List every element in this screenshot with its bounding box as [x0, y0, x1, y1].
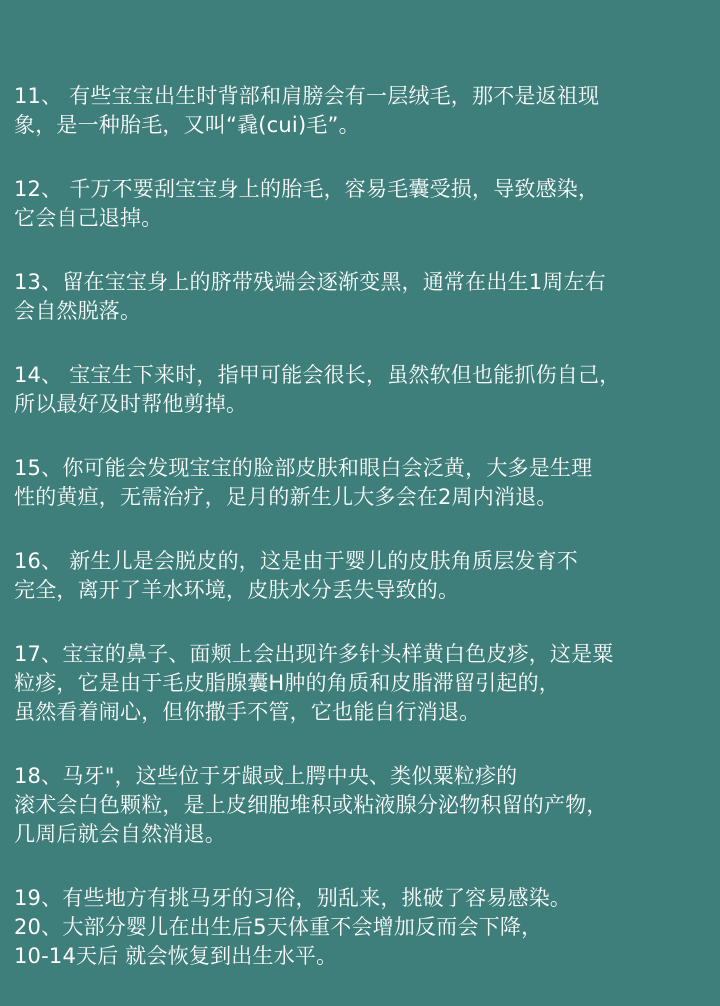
note-17-line-3: 虽然看着闹心，但你撒手不管，它也能自行消退。 [14, 700, 481, 724]
note-12 [14, 175, 714, 233]
note-20-line-2: 10-14天后 就会恢复到出生水平。 [14, 944, 338, 968]
note-13-line-2: 会自然脱落。 [14, 299, 142, 323]
note-15 [14, 454, 714, 512]
note-14 [14, 361, 714, 419]
note-17 [14, 640, 714, 727]
note-16-line-2: 完全，离开了羊水环境，皮肤水分丢失导致的。 [14, 578, 460, 602]
note-12-line-2: 它会自己退掉。 [14, 206, 163, 230]
note-11-line-2: 象，是一种胎毛，又叫“毳(cui)毛”。 [14, 113, 360, 137]
note-18-line-3: 几周后就会自然消退。 [14, 822, 226, 846]
note-11-line-1: 11、 有些宝宝出生时背部和肩膀会有一层绒毛，那不是返祖现 [14, 84, 600, 108]
note-18-line-1: 18、马牙"，这些位于牙龈或上腭中央、类似粟粒疹的 [14, 764, 518, 788]
note-14-line-2: 所以最好及时帮他剪掉。 [14, 392, 248, 416]
notes-list [14, 82, 714, 1006]
note-20 [14, 913, 714, 971]
note-20-line-1: 20、大部分婴儿在出生后5天体重不会增加反而会下降， [14, 915, 543, 939]
note-16-line-1: 16、 新生儿是会脱皮的，这是由于婴儿的皮肤角质层发育不 [14, 549, 578, 573]
note-18-line-2: 滚术会白色颗粒，是上皮细胞堆积或粘液腺分泌物积留的产物， [14, 793, 608, 817]
note-19-line-1: 19、有些地方有挑马牙的习俗，别乱来，挑破了容易感染。 [14, 886, 572, 910]
note-18 [14, 762, 714, 849]
note-16 [14, 547, 714, 605]
note-19 [14, 884, 714, 913]
note-13 [14, 268, 714, 326]
note-17-line-2: 粒疹，它是由于毛皮脂腺囊H肿的角质和皮脂滞留引起的， [14, 671, 560, 695]
note-12-line-1: 12、 千万不要刮宝宝身上的胎毛，容易毛囊受损，导致感染， [14, 177, 600, 201]
note-13-line-1: 13、留在宝宝身上的脐带残端会逐渐变黑，通常在出生1周左右 [14, 270, 606, 294]
note-17-line-1: 17、宝宝的鼻子、面颊上会出现许多针头样黄白色皮疹，这是粟 [14, 642, 614, 666]
note-14-line-1: 14、 宝宝生下来时，指甲可能会很长，虽然软但也能抓伤自己， [14, 363, 621, 387]
note-11 [14, 82, 714, 140]
note-15-line-1: 15、你可能会发现宝宝的脸部皮肤和眼白会泛黄，大多是生理 [14, 456, 593, 480]
note-15-line-2: 性的黄疸，无需治疗，足月的新生儿大多会在2周内消退。 [14, 485, 558, 509]
